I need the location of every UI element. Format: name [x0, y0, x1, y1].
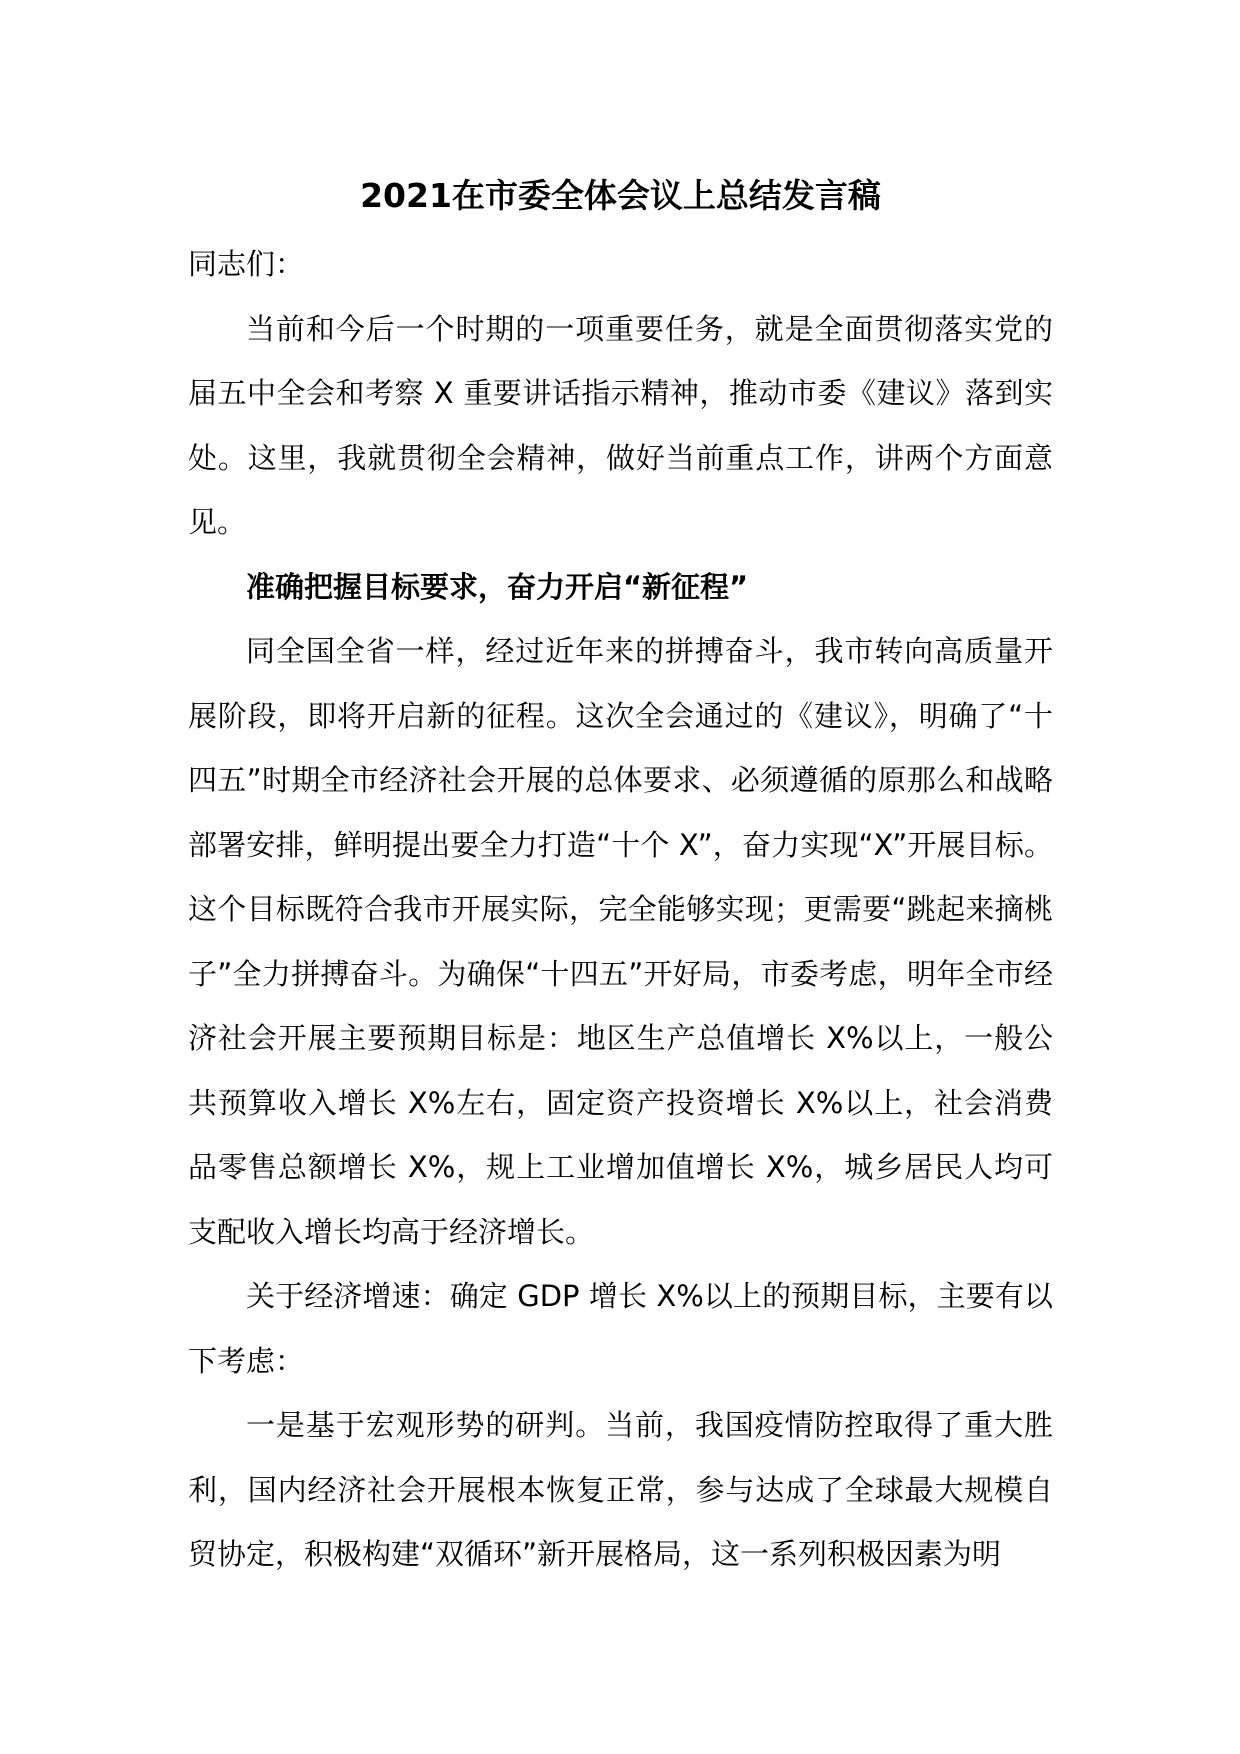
paragraph-goals: 同全国全省一样，经过近年来的拼搏奋斗，我市转向高质量开展阶段，即将开启新的征程。这次全会通过的《建议》，明确了“十四五”时期全市经济社会开展的总体要求、必须遵循的原那么和战略部署安排，鲜明提出要全力打造“十个 X”，奋力实现“X”开展目标。这个目标既符合我市开展实际，完全能够实现；更需要“跳起来摘桃子”全力拼搏奋斗。为确保“十四五”开好局，市委考虑，明年全市经济社会开展主要预期目标是：地区生产总值增长 X%以上，一般公共预算收入增长 X%左右，固定资产投资增长 X%以上，社会消费品零售总额增长 X%，规上工业增加值增长 X%，城乡居民人均可支配收入增长均高于经济增长。	[188, 634, 1053, 1249]
document-page	[188, 172, 1053, 1587]
paragraph-growth-rate: 关于经济增速：确定 GDP 增长 X%以上的预期目标，主要有以下考虑：	[188, 1279, 1053, 1378]
document-title: 2021在市委全体会议上总结发言稿	[360, 176, 881, 215]
paragraph-macro-situation: 一是基于宏观形势的研判。当前，我国疫情防控取得了重大胜利，国内经济社会开展根本恢复正常，参与达成了全球最大规模自贸协定，积极构建“双循环”新开展格局，这一系列积极因素为明	[188, 1408, 1053, 1571]
section-heading: 准确把握目标要求，奋力开启“新征程”	[246, 569, 749, 604]
paragraph-intro: 当前和今后一个时期的一项重要任务，就是全面贯彻落实党的届五中全会和考察 X 重要讲话指示精神，推动市委《建议》落到实处。这里，我就贯彻全会精神，做好当前重点工作，讲两个方面意见。	[188, 311, 1053, 539]
salutation: 同志们：	[188, 247, 305, 281]
